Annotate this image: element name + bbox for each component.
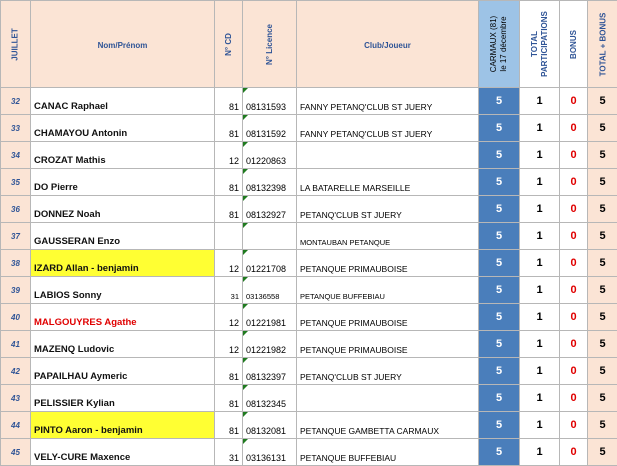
participations-value: 1 <box>536 446 542 458</box>
cd-cell[interactable] <box>215 223 243 250</box>
row-number-value: 37 <box>11 232 20 241</box>
cell-comment-marker-icon <box>243 277 248 282</box>
bonus-value: 0 <box>570 230 576 242</box>
total-bonus-value: 5 <box>599 311 605 323</box>
participations-value: 1 <box>536 338 542 350</box>
total-bonus-cell[interactable] <box>588 115 617 142</box>
carmaux-score-cell[interactable] <box>479 250 520 277</box>
carmaux-score-value: 5 <box>496 95 502 107</box>
total-bonus-cell[interactable] <box>588 196 617 223</box>
total-bonus-cell[interactable] <box>588 385 617 412</box>
player-name-value: PAPAILHAU Aymeric <box>34 371 127 382</box>
total-bonus-value: 5 <box>599 230 605 242</box>
club-cell[interactable] <box>297 385 479 412</box>
row-number-value: 36 <box>11 205 20 214</box>
licence-cell[interactable] <box>243 223 297 250</box>
carmaux-score-cell[interactable] <box>479 358 520 385</box>
header-carmaux-line2: le 17 décembre <box>499 16 509 72</box>
cell-comment-marker-icon <box>243 169 248 174</box>
cell-comment-marker-icon <box>243 115 248 120</box>
total-bonus-value: 5 <box>599 176 605 188</box>
total-bonus-cell[interactable] <box>588 412 617 439</box>
table-row <box>1 223 617 250</box>
bonus-cell[interactable] <box>560 304 588 331</box>
carmaux-score-value: 5 <box>496 176 502 188</box>
bonus-value: 0 <box>570 95 576 107</box>
row-number-cell[interactable] <box>1 412 31 439</box>
licence-cell[interactable] <box>243 88 297 115</box>
header-club-label: Club/Joueur <box>364 41 411 50</box>
carmaux-score-value: 5 <box>496 122 502 134</box>
table-row <box>1 142 617 169</box>
row-number-value: 45 <box>11 448 20 457</box>
licence-value: 08131593 <box>246 102 286 112</box>
player-name-cell[interactable] <box>31 223 215 250</box>
cd-value: 12 <box>229 318 239 328</box>
cd-value: 81 <box>229 426 239 436</box>
player-name-value: VELY-CURE Maxence <box>34 452 130 463</box>
player-name-cell[interactable] <box>31 142 215 169</box>
participations-cell[interactable] <box>520 223 560 250</box>
licence-cell[interactable] <box>243 331 297 358</box>
cd-cell[interactable] <box>215 142 243 169</box>
row-number-cell[interactable] <box>1 88 31 115</box>
participations-cell[interactable] <box>520 196 560 223</box>
bonus-value: 0 <box>570 419 576 431</box>
licence-value: 08132397 <box>246 372 286 382</box>
bonus-cell[interactable] <box>560 223 588 250</box>
licence-cell[interactable] <box>243 358 297 385</box>
row-number-cell[interactable] <box>1 196 31 223</box>
club-value: PETANQUE BUFFEBIAU <box>300 453 396 463</box>
player-name-cell[interactable] <box>31 385 215 412</box>
cell-comment-marker-icon <box>243 142 248 147</box>
total-bonus-value: 5 <box>599 203 605 215</box>
participations-value: 1 <box>536 365 542 377</box>
total-bonus-value: 5 <box>599 149 605 161</box>
licence-value: 03136131 <box>246 453 286 463</box>
row-number-value: 42 <box>11 367 20 376</box>
row-number-cell[interactable] <box>1 169 31 196</box>
total-bonus-cell[interactable] <box>588 169 617 196</box>
bonus-value: 0 <box>570 311 576 323</box>
row-number-value: 39 <box>11 286 20 295</box>
licence-value: 01221981 <box>246 318 286 328</box>
table-row <box>1 196 617 223</box>
header-total-bonus[interactable] <box>588 1 617 88</box>
player-name-cell[interactable] <box>31 169 215 196</box>
club-cell[interactable] <box>297 250 479 277</box>
club-value: PETANQ'CLUB ST JUERY <box>300 372 402 382</box>
player-name-cell[interactable] <box>31 115 215 142</box>
participations-value: 1 <box>536 392 542 404</box>
header-total-bonus-label: TOTAL + BONUS <box>598 12 607 76</box>
club-value: PETANQ'CLUB ST JUERY <box>300 210 402 220</box>
carmaux-score-value: 5 <box>496 257 502 269</box>
bonus-cell[interactable] <box>560 358 588 385</box>
bonus-value: 0 <box>570 149 576 161</box>
bonus-cell[interactable] <box>560 385 588 412</box>
total-bonus-value: 5 <box>599 392 605 404</box>
row-number-value: 35 <box>11 178 20 187</box>
carmaux-score-value: 5 <box>496 446 502 458</box>
bonus-cell[interactable] <box>560 277 588 304</box>
cd-cell[interactable] <box>215 385 243 412</box>
table-row <box>1 115 617 142</box>
licence-cell[interactable] <box>243 142 297 169</box>
cell-comment-marker-icon <box>243 196 248 201</box>
licence-cell[interactable] <box>243 169 297 196</box>
player-name-cell[interactable] <box>31 358 215 385</box>
licence-cell[interactable] <box>243 385 297 412</box>
participations-cell[interactable] <box>520 142 560 169</box>
total-bonus-cell[interactable] <box>588 439 617 466</box>
bonus-cell[interactable] <box>560 115 588 142</box>
bonus-cell[interactable] <box>560 88 588 115</box>
participations-cell[interactable] <box>520 439 560 466</box>
cd-value: 81 <box>229 372 239 382</box>
row-number-value: 43 <box>11 394 20 403</box>
row-number-value: 41 <box>11 340 20 349</box>
participations-value: 1 <box>536 284 542 296</box>
header-cd[interactable] <box>215 1 243 88</box>
carmaux-score-value: 5 <box>496 365 502 377</box>
header-carmaux-line1: CARMAUX (81) <box>489 16 499 72</box>
player-name-value: LABIOS Sonny <box>34 290 102 301</box>
cd-value: 31 <box>229 453 239 463</box>
row-number-cell[interactable] <box>1 385 31 412</box>
cd-cell[interactable] <box>215 439 243 466</box>
row-number-cell[interactable] <box>1 331 31 358</box>
table-row <box>1 412 617 439</box>
cd-cell[interactable] <box>215 412 243 439</box>
total-bonus-cell[interactable] <box>588 358 617 385</box>
carmaux-score-cell[interactable] <box>479 304 520 331</box>
cd-value: 81 <box>229 210 239 220</box>
total-bonus-value: 5 <box>599 338 605 350</box>
licence-value: 01221708 <box>246 264 286 274</box>
participations-value: 1 <box>536 257 542 269</box>
club-cell[interactable] <box>297 196 479 223</box>
row-number-cell[interactable] <box>1 277 31 304</box>
carmaux-score-cell[interactable] <box>479 277 520 304</box>
club-cell[interactable] <box>297 331 479 358</box>
player-name-cell[interactable] <box>31 304 215 331</box>
player-name-value: MALGOUYRES Agathe <box>34 317 137 328</box>
licence-cell[interactable] <box>243 439 297 466</box>
club-value: PETANQUE PRIMAUBOISE <box>300 345 408 355</box>
participations-value: 1 <box>536 149 542 161</box>
cd-cell[interactable] <box>215 331 243 358</box>
cell-comment-marker-icon <box>243 223 248 228</box>
licence-value: 08132927 <box>246 210 286 220</box>
header-licence-label: N° Licence <box>265 24 274 65</box>
club-cell[interactable] <box>297 88 479 115</box>
carmaux-score-cell[interactable] <box>479 331 520 358</box>
participations-value: 1 <box>536 311 542 323</box>
licence-value: 08131592 <box>246 129 286 139</box>
bonus-cell[interactable] <box>560 250 588 277</box>
participations-cell[interactable] <box>520 412 560 439</box>
participations-cell[interactable] <box>520 277 560 304</box>
participations-cell[interactable] <box>520 88 560 115</box>
table-row <box>1 250 617 277</box>
header-total-line2: PARTICIPATIONS <box>540 11 550 77</box>
player-name-value: MAZENQ Ludovic <box>34 344 114 355</box>
carmaux-score-value: 5 <box>496 419 502 431</box>
licence-value: 03136558 <box>246 292 279 301</box>
header-name-label: Nom/Prénom <box>98 41 148 50</box>
cd-cell[interactable] <box>215 250 243 277</box>
cell-comment-marker-icon <box>243 358 248 363</box>
licence-cell[interactable] <box>243 250 297 277</box>
table-row <box>1 358 617 385</box>
licence-cell[interactable] <box>243 277 297 304</box>
row-number-cell[interactable] <box>1 358 31 385</box>
club-cell[interactable] <box>297 142 479 169</box>
carmaux-score-cell[interactable] <box>479 169 520 196</box>
player-name-value: CHAMAYOU Antonin <box>34 128 127 139</box>
participations-value: 1 <box>536 176 542 188</box>
carmaux-score-value: 5 <box>496 392 502 404</box>
total-bonus-cell[interactable] <box>588 304 617 331</box>
club-cell[interactable] <box>297 412 479 439</box>
carmaux-score-cell[interactable] <box>479 223 520 250</box>
club-cell[interactable] <box>297 358 479 385</box>
table-row <box>1 439 617 466</box>
row-number-value: 32 <box>11 97 20 106</box>
total-bonus-cell[interactable] <box>588 88 617 115</box>
header-bonus-label: BONUS <box>569 30 578 59</box>
carmaux-score-value: 5 <box>496 311 502 323</box>
total-bonus-value: 5 <box>599 446 605 458</box>
player-name-cell[interactable] <box>31 250 215 277</box>
cell-comment-marker-icon <box>243 385 248 390</box>
cd-value: 81 <box>229 399 239 409</box>
carmaux-score-cell[interactable] <box>479 88 520 115</box>
total-bonus-cell[interactable] <box>588 277 617 304</box>
club-cell[interactable] <box>297 304 479 331</box>
cell-comment-marker-icon <box>243 250 248 255</box>
player-name-value: PINTO Aaron - benjamin <box>34 425 143 436</box>
club-value: PETANQUE PRIMAUBOISE <box>300 264 408 274</box>
club-value: LA BATARELLE MARSEILLE <box>300 183 410 193</box>
licence-cell[interactable] <box>243 196 297 223</box>
header-total-participations[interactable] <box>520 1 560 88</box>
bonus-cell[interactable] <box>560 196 588 223</box>
row-number-cell[interactable] <box>1 115 31 142</box>
cell-comment-marker-icon <box>243 88 248 93</box>
club-cell[interactable] <box>297 439 479 466</box>
row-number-value: 40 <box>11 313 20 322</box>
cd-value: 81 <box>229 102 239 112</box>
licence-value: 01220863 <box>246 156 286 166</box>
table-row <box>1 277 617 304</box>
participations-value: 1 <box>536 95 542 107</box>
participations-cell[interactable] <box>520 331 560 358</box>
participations-cell[interactable] <box>520 169 560 196</box>
cd-value: 12 <box>229 345 239 355</box>
participations-cell[interactable] <box>520 304 560 331</box>
row-number-cell[interactable] <box>1 142 31 169</box>
carmaux-score-cell[interactable] <box>479 385 520 412</box>
total-bonus-value: 5 <box>599 257 605 269</box>
table-row <box>1 331 617 358</box>
licence-value: 08132345 <box>246 399 286 409</box>
bonus-cell[interactable] <box>560 142 588 169</box>
carmaux-score-value: 5 <box>496 149 502 161</box>
player-name-cell[interactable] <box>31 412 215 439</box>
total-bonus-cell[interactable] <box>588 223 617 250</box>
licence-value: 08132081 <box>246 426 286 436</box>
row-number-cell[interactable] <box>1 304 31 331</box>
total-bonus-value: 5 <box>599 284 605 296</box>
licence-value: 01221982 <box>246 345 286 355</box>
player-name-value: DONNEZ Noah <box>34 209 101 220</box>
licence-value: 08132398 <box>246 183 286 193</box>
row-number-cell[interactable] <box>1 439 31 466</box>
bonus-cell[interactable] <box>560 169 588 196</box>
row-number-value: 44 <box>11 421 20 430</box>
club-value: MONTAUBAN PETANQUE <box>300 238 390 247</box>
total-bonus-cell[interactable] <box>588 142 617 169</box>
licence-cell[interactable] <box>243 304 297 331</box>
player-name-value: DO Pierre <box>34 182 78 193</box>
carmaux-score-value: 5 <box>496 203 502 215</box>
cd-cell[interactable] <box>215 304 243 331</box>
cd-cell[interactable] <box>215 115 243 142</box>
player-name-cell[interactable] <box>31 88 215 115</box>
cd-value: 12 <box>229 264 239 274</box>
carmaux-score-cell[interactable] <box>479 196 520 223</box>
carmaux-score-value: 5 <box>496 230 502 242</box>
cd-cell[interactable] <box>215 169 243 196</box>
cd-cell[interactable] <box>215 277 243 304</box>
header-carmaux[interactable] <box>479 1 520 88</box>
table-row <box>1 169 617 196</box>
participations-value: 1 <box>536 203 542 215</box>
row-number-cell[interactable] <box>1 223 31 250</box>
participations-value: 1 <box>536 122 542 134</box>
header-juillet-label: JUILLET <box>11 28 20 60</box>
header-licence[interactable] <box>243 1 297 88</box>
player-name-value: CANAC Raphael <box>34 101 108 112</box>
total-bonus-value: 5 <box>599 365 605 377</box>
table-row <box>1 88 617 115</box>
club-value: PETANQUE GAMBETTA CARMAUX <box>300 426 439 436</box>
table-row <box>1 304 617 331</box>
participations-cell[interactable] <box>520 358 560 385</box>
player-name-cell[interactable] <box>31 439 215 466</box>
row-number-value: 33 <box>11 124 20 133</box>
player-name-value: CROZAT Mathis <box>34 155 106 166</box>
total-bonus-cell[interactable] <box>588 250 617 277</box>
bonus-value: 0 <box>570 257 576 269</box>
participations-value: 1 <box>536 230 542 242</box>
cd-cell[interactable] <box>215 358 243 385</box>
cd-value: 81 <box>229 129 239 139</box>
participations-cell[interactable] <box>520 385 560 412</box>
bonus-value: 0 <box>570 365 576 377</box>
club-value: PETANQUE PRIMAUBOISE <box>300 318 408 328</box>
bonus-value: 0 <box>570 446 576 458</box>
row-number-cell[interactable] <box>1 250 31 277</box>
player-name-value: IZARD Allan - benjamin <box>34 263 139 274</box>
header-cd-label: N° CD <box>224 33 233 56</box>
licence-cell[interactable] <box>243 115 297 142</box>
participations-cell[interactable] <box>520 115 560 142</box>
total-bonus-value: 5 <box>599 122 605 134</box>
cd-value: 12 <box>229 156 239 166</box>
bonus-cell[interactable] <box>560 439 588 466</box>
cd-value: 31 <box>231 292 239 301</box>
cell-comment-marker-icon <box>243 412 248 417</box>
header-name[interactable] <box>31 1 215 88</box>
bonus-value: 0 <box>570 203 576 215</box>
carmaux-score-cell[interactable] <box>479 115 520 142</box>
header-total-line1: TOTAL <box>530 11 540 77</box>
header-bonus[interactable] <box>560 1 588 88</box>
cd-cell[interactable] <box>215 196 243 223</box>
cd-value: 81 <box>229 183 239 193</box>
row-number-value: 38 <box>11 259 20 268</box>
carmaux-score-value: 5 <box>496 338 502 350</box>
bonus-value: 0 <box>570 284 576 296</box>
header-row <box>1 1 617 88</box>
cell-comment-marker-icon <box>243 304 248 309</box>
table-body <box>1 88 617 466</box>
player-name-value: GAUSSERAN Enzo <box>34 236 120 247</box>
bonus-value: 0 <box>570 392 576 404</box>
carmaux-score-cell[interactable] <box>479 142 520 169</box>
carmaux-score-cell[interactable] <box>479 439 520 466</box>
player-name-cell[interactable] <box>31 196 215 223</box>
cd-cell[interactable] <box>215 88 243 115</box>
club-cell[interactable] <box>297 277 479 304</box>
club-cell[interactable] <box>297 169 479 196</box>
bonus-value: 0 <box>570 338 576 350</box>
cell-comment-marker-icon <box>243 439 248 444</box>
bonus-cell[interactable] <box>560 331 588 358</box>
table-row <box>1 385 617 412</box>
bonus-cell[interactable] <box>560 412 588 439</box>
participations-value: 1 <box>536 419 542 431</box>
player-name-cell[interactable] <box>31 331 215 358</box>
row-number-value: 34 <box>11 151 20 160</box>
club-value: FANNY PETANQ'CLUB ST JUERY <box>300 129 432 139</box>
header-club[interactable] <box>297 1 479 88</box>
carmaux-score-cell[interactable] <box>479 412 520 439</box>
club-cell[interactable] <box>297 115 479 142</box>
total-bonus-value: 5 <box>599 95 605 107</box>
total-bonus-cell[interactable] <box>588 331 617 358</box>
club-value: FANNY PETANQ'CLUB ST JUERY <box>300 102 432 112</box>
player-name-value: PELISSIER Kylian <box>34 398 115 409</box>
club-value: PETANQUE BUFFEBIAU <box>300 292 385 301</box>
licence-cell[interactable] <box>243 412 297 439</box>
participations-cell[interactable] <box>520 250 560 277</box>
bonus-value: 0 <box>570 176 576 188</box>
bonus-value: 0 <box>570 122 576 134</box>
player-name-cell[interactable] <box>31 277 215 304</box>
club-cell[interactable] <box>297 223 479 250</box>
cell-comment-marker-icon <box>243 331 248 336</box>
total-bonus-value: 5 <box>599 419 605 431</box>
carmaux-score-value: 5 <box>496 284 502 296</box>
header-juillet[interactable] <box>1 1 31 88</box>
